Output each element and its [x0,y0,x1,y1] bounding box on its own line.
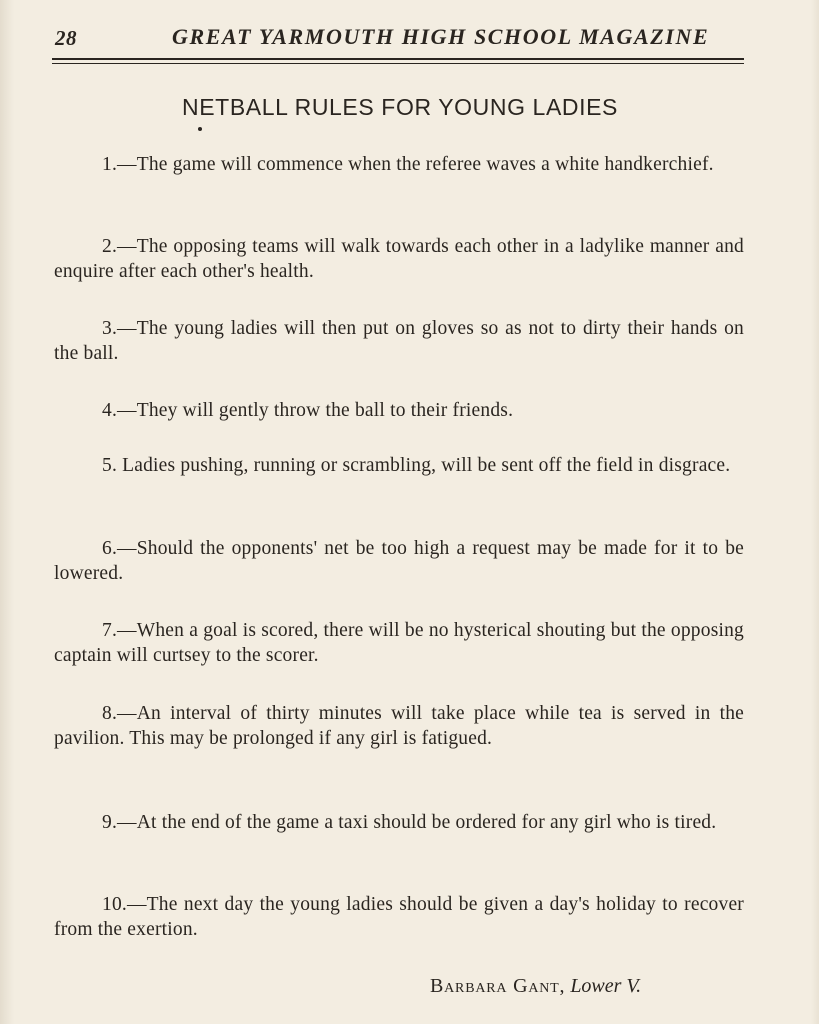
rule-item-3: 3.—The young ladies will then put on gloves so as not to dirty their hands on the ball. [54,318,744,364]
page-number: 28 [55,26,77,50]
rule-item-8: 8.—An interval of thirty minutes will take place while tea is served in the pavilion. This may be prolonged if any girl is fatigued. [54,703,744,749]
rule-item-2: 2.—The opposing teams will walk towards each other in a ladylike manner and enquire after each other's health. [54,236,744,282]
rule-item-6: 6.—Should the opponents' net be too high a request may be made for it to be lowered. [54,538,744,584]
rule-item-10: 10.—The next day the young ladies should be given a day's holiday to recover from the exertion. [54,894,744,940]
running-head: GREAT YARMOUTH HIGH SCHOOL MAGAZINE [172,24,710,49]
rule-item-7: 7.—When a goal is scored, there will be no hysterical shouting but the opposing captain will curtsey to the scorer. [54,620,744,666]
ink-speck [198,127,202,131]
rule-item-5: 5. Ladies pushing, running or scrambling, will be sent off the field in disgrace. [102,455,731,476]
page-edge-shadow-right [811,0,819,1024]
rule-item-9: 9.—At the end of the game a taxi should be ordered for any girl who is tired. [102,812,717,833]
article-title: NETBALL RULES FOR YOUNG LADIES [182,94,618,120]
rule-item-4: 4.—They will gently throw the ball to their friends. [102,400,514,421]
author-form: Lower V. [570,975,642,997]
header-rule-thick [52,58,744,60]
author-signature [430,975,641,998]
page-edge-shadow-left [0,0,14,1024]
header-rule-thin [52,63,744,64]
rule-item-1: 1.—The game will commence when the referee waves a white handkerchief. [102,154,714,175]
author-name: Barbara Gant, [430,975,566,997]
